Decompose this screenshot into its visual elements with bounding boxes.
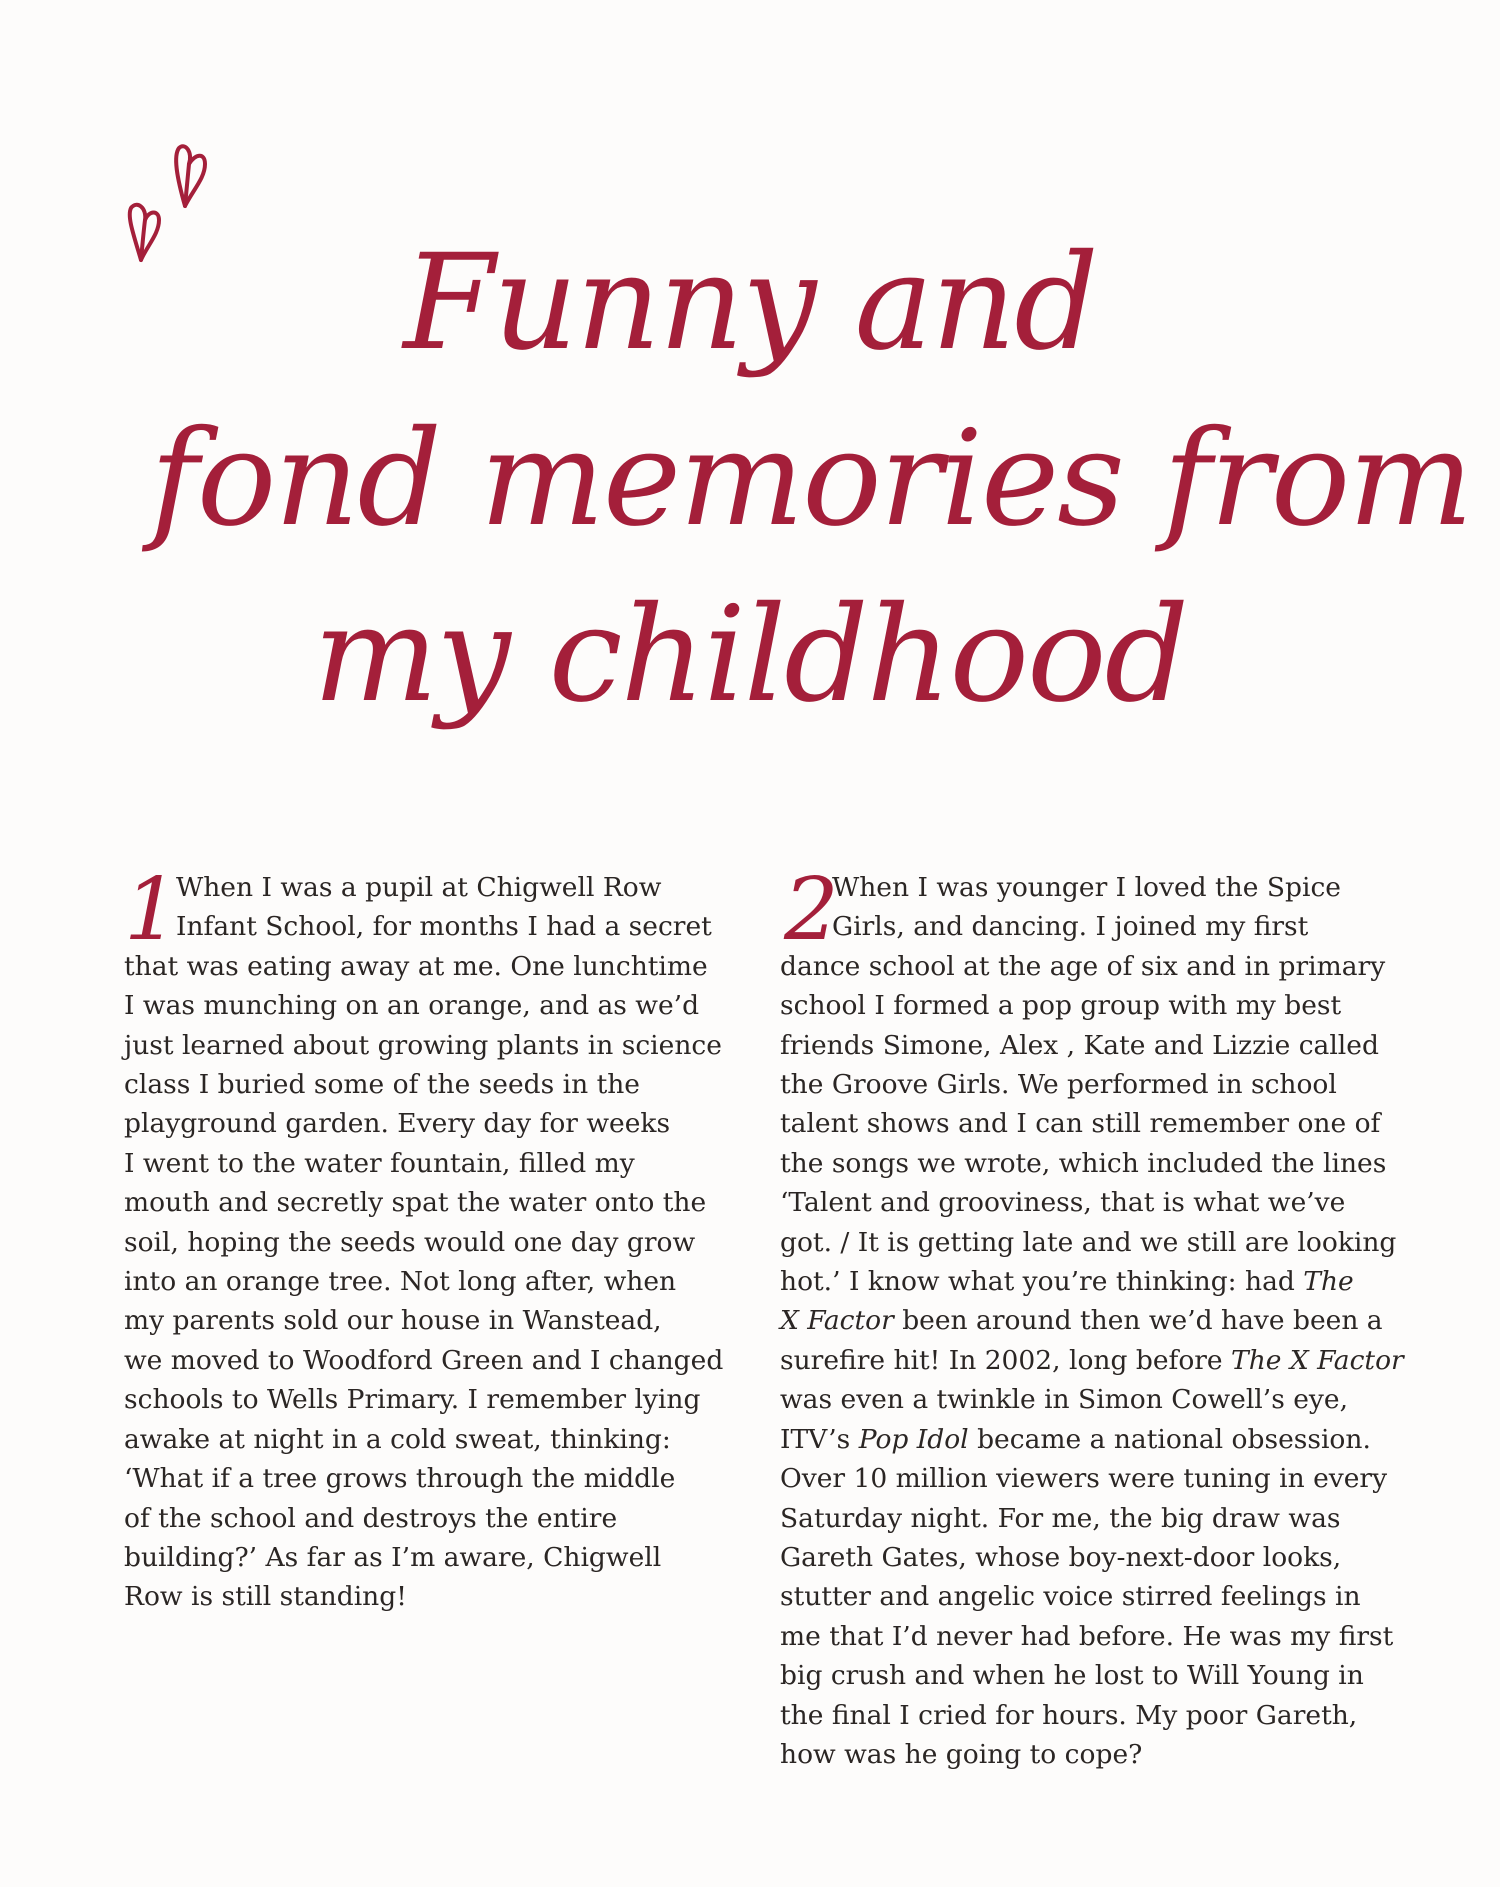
memory-2-line — [780, 1301, 1383, 1340]
memory-2-line: stutter and angelic voice stirred feelings in — [780, 1581, 1361, 1613]
memory-1-line: I went to the water fountain, filled my — [124, 1147, 635, 1179]
memory-1-line: playground garden. Every day for weeks — [124, 1108, 671, 1140]
memory-2-line: dance school at the age of six and in primary — [780, 950, 1386, 982]
memory-1-line: Infant School, for months I had a secret — [176, 911, 712, 943]
memory-1-line: I was munching on an orange, and as we’d — [124, 990, 700, 1022]
memory-1-line: we moved to Woodford Green and I changed — [124, 1344, 724, 1376]
memory-2-line: was even a twinkle in Simon Cowell’s eye, — [780, 1384, 1348, 1416]
memory-1-line: into an orange tree. Not long after, when — [124, 1266, 677, 1298]
memory-1-line: Row is still standing! — [124, 1581, 407, 1613]
memory-2-line: Girls, and dancing. I joined my first — [832, 911, 1309, 943]
memory-1-line: class I buried some of the seeds in the — [124, 1069, 640, 1101]
memory-2-line: Saturday night. For me, the big draw was — [780, 1502, 1341, 1534]
memory-2-line: the Groove Girls. We performed in school — [780, 1069, 1337, 1101]
memory-2-line: me that I’d never had before. He was my first — [780, 1620, 1394, 1652]
memory-2-line: Over 10 million viewers were tuning in every — [780, 1463, 1388, 1495]
memory-1-line: my parents sold our house in Wanstead, — [124, 1305, 662, 1337]
memory-2-line — [780, 1420, 1380, 1459]
memory-2-text: surefire hit! In 2002, long before — [780, 1344, 1232, 1376]
memory-1-line: ‘What if a tree grows through the middle — [124, 1463, 676, 1495]
memory-1-line: awake at night in a cold sweat, thinking: — [124, 1423, 671, 1455]
memory-2-show-title: The X Factor — [1231, 1344, 1404, 1376]
memory-1-line: just learned about growing plants in science — [124, 1029, 722, 1061]
page-title — [150, 215, 1472, 743]
memory-2-line: got. / It is getting late and we still are looking — [780, 1226, 1397, 1258]
memory-2-text: hot.’ I know what you’re thinking: had — [780, 1266, 1295, 1298]
memory-2-show-title: Pop Idol — [858, 1423, 969, 1455]
memory-1-line: schools to Wells Primary. I remember lying — [124, 1384, 701, 1416]
memory-2-show-title: The — [1303, 1266, 1354, 1298]
memory-2-line: talent shows and I can still remember one of — [780, 1108, 1381, 1140]
memory-1 — [124, 860, 724, 1617]
memory-1-line: building?’ As far as I’m aware, Chigwell — [124, 1541, 662, 1573]
memory-2-line — [780, 1262, 1380, 1301]
memory-2-line: ‘Talent and grooviness, that is what we’ve — [780, 1187, 1346, 1219]
memory-2-line: the songs we wrote, which included the lines — [780, 1147, 1387, 1179]
memory-1-number: 1 — [124, 860, 179, 960]
memory-1-line: of the school and destroys the entire — [124, 1502, 618, 1534]
memory-1-line: mouth and secretly spat the water onto the — [124, 1187, 707, 1219]
memory-2-line: school I formed a pop group with my best — [780, 990, 1342, 1022]
memory-2-line — [780, 1341, 1404, 1380]
memory-2-line: Gareth Gates, whose boy-next-door looks, — [780, 1541, 1342, 1573]
memory-2-show-title: X Factor — [780, 1305, 894, 1337]
memory-2-line: friends Simone, Alex , Kate and Lizzie called — [780, 1029, 1379, 1061]
memory-2 — [780, 860, 1404, 1774]
memory-2-text: ITV’s — [780, 1423, 859, 1455]
title-line-1: Funny and — [403, 226, 1097, 380]
memory-1-line: When I was a pupil at Chigwell Row — [176, 872, 662, 903]
title-line-2: fond memories from — [150, 402, 1472, 556]
memory-2-text: been around then we’d have been a — [893, 1305, 1383, 1337]
memory-2-line: big crush and when he lost to Will Young in — [780, 1660, 1364, 1692]
memory-1-line: soil, hoping the seeds would one day grow — [124, 1226, 696, 1258]
memory-1-line: that was eating away at me. One lunchtime — [124, 950, 708, 982]
memory-2-line: how was he going to cope? — [780, 1738, 1143, 1770]
memory-2-line: the final I cried for hours. My poor Gareth, — [780, 1699, 1358, 1731]
title-line-3: my childhood — [312, 578, 1188, 732]
memory-2-number: 2 — [784, 860, 839, 960]
memory-2-text: became a national obsession. — [968, 1423, 1371, 1455]
memory-2-line: When I was younger I loved the Spice — [832, 872, 1341, 903]
